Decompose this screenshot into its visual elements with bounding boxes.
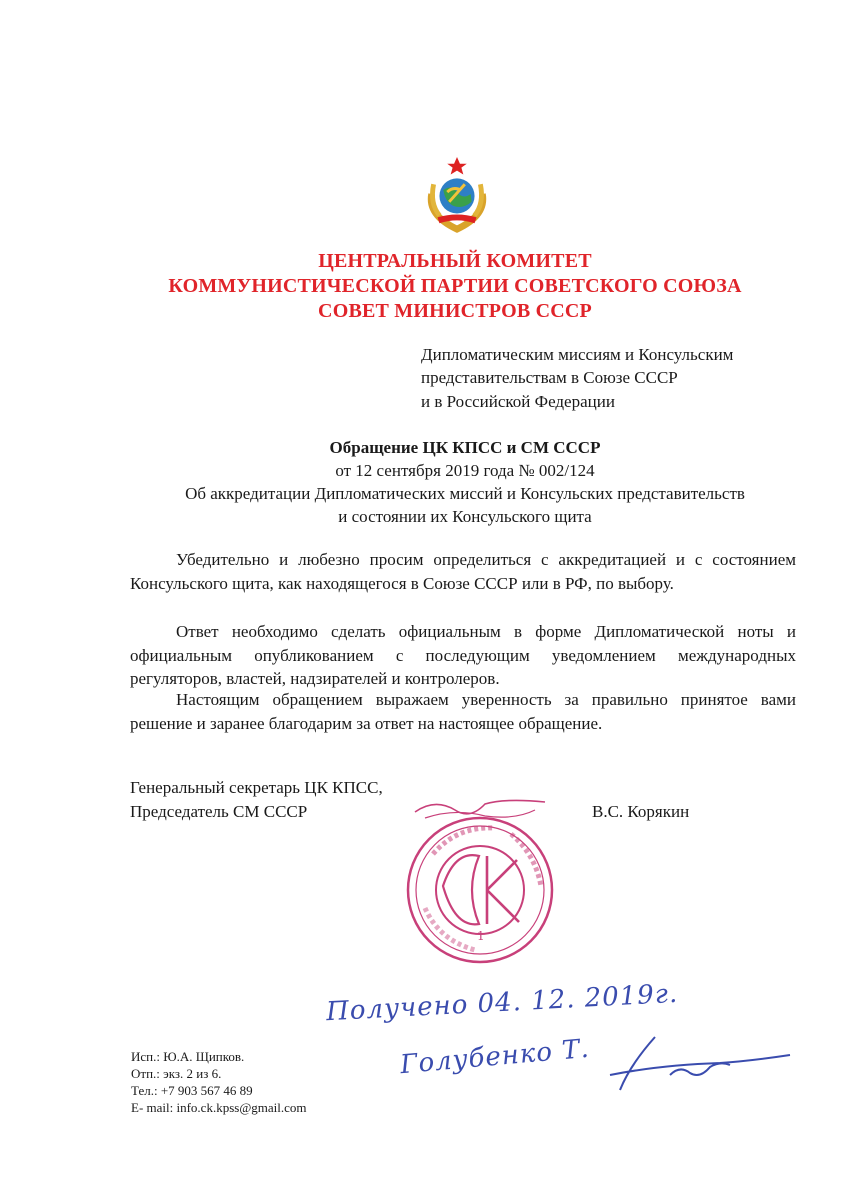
header-line-3: СОВЕТ МИНИСТРОВ СССР [318,300,592,322]
handwritten-recipient-name: Голубенко Т. [399,1033,591,1081]
body-paragraph-3: Настоящим обращением выражаем уверенность за правильно принятое вами решение и заранее благодарим за ответ на настоящее обращение. [130,690,796,733]
header-line-1: ЦЕНТРАЛЬНЫЙ КОМИТЕТ [318,250,592,272]
signer-title-2: Председатель СМ СССР [130,802,308,821]
official-seal [395,790,565,970]
footer-email[interactable]: E- mail: info.ck.kpss@gmail.com [131,1100,307,1115]
document-subject-1: Об аккредитации Дипломатических миссий и Консульских представительств [185,484,745,503]
addressee-line-1: Дипломатическим миссиям и Консульским [421,345,734,364]
handwritten-received-note: Получено 04. 12. 2019г. [325,978,679,1028]
signer-name: В.С. Корякин [592,802,690,821]
document-date: от 12 сентября 2019 года № 002/124 [335,461,595,480]
ussr-emblem [418,155,496,233]
footer-executor: Исп.: Ю.А. Щипков. [131,1049,245,1064]
document-heading: Обращение ЦК КПСС и СМ СССР [329,438,601,457]
body-paragraph-1: Убедительно и любезно просим определиться с аккредитацией и с состоянием Консульского щита, как находящегося в Союзе СССР или в РФ, по выбору. [130,550,796,593]
header-line-2: КОММУНИСТИЧЕСКОЙ ПАРТИИ СОВЕТСКОГО СОЮЗА [168,275,742,297]
handwritten-signature [600,1035,800,1095]
signer-title-1: Генеральный секретарь ЦК КПСС, [130,778,383,797]
footer-phone: Тел.: +7 903 567 46 89 [131,1083,253,1098]
svg-text:1: 1 [477,929,485,943]
body-paragraph-2: Ответ необходимо сделать официальным в форме Дипломатической ноты и официальным опубликованием с последующим уведомлением международных регуляторов, властей, надзирателей и контролеров. [130,622,796,688]
addressee-line-2: представительствам в Союзе СССР [421,368,678,387]
addressee-line-3: и в Российской Федерации [421,392,615,411]
footer-copies: Отп.: экз. 2 из 6. [131,1066,222,1081]
star-icon [447,157,467,175]
document-subject-2: и состоянии их Консульского щита [338,507,592,526]
